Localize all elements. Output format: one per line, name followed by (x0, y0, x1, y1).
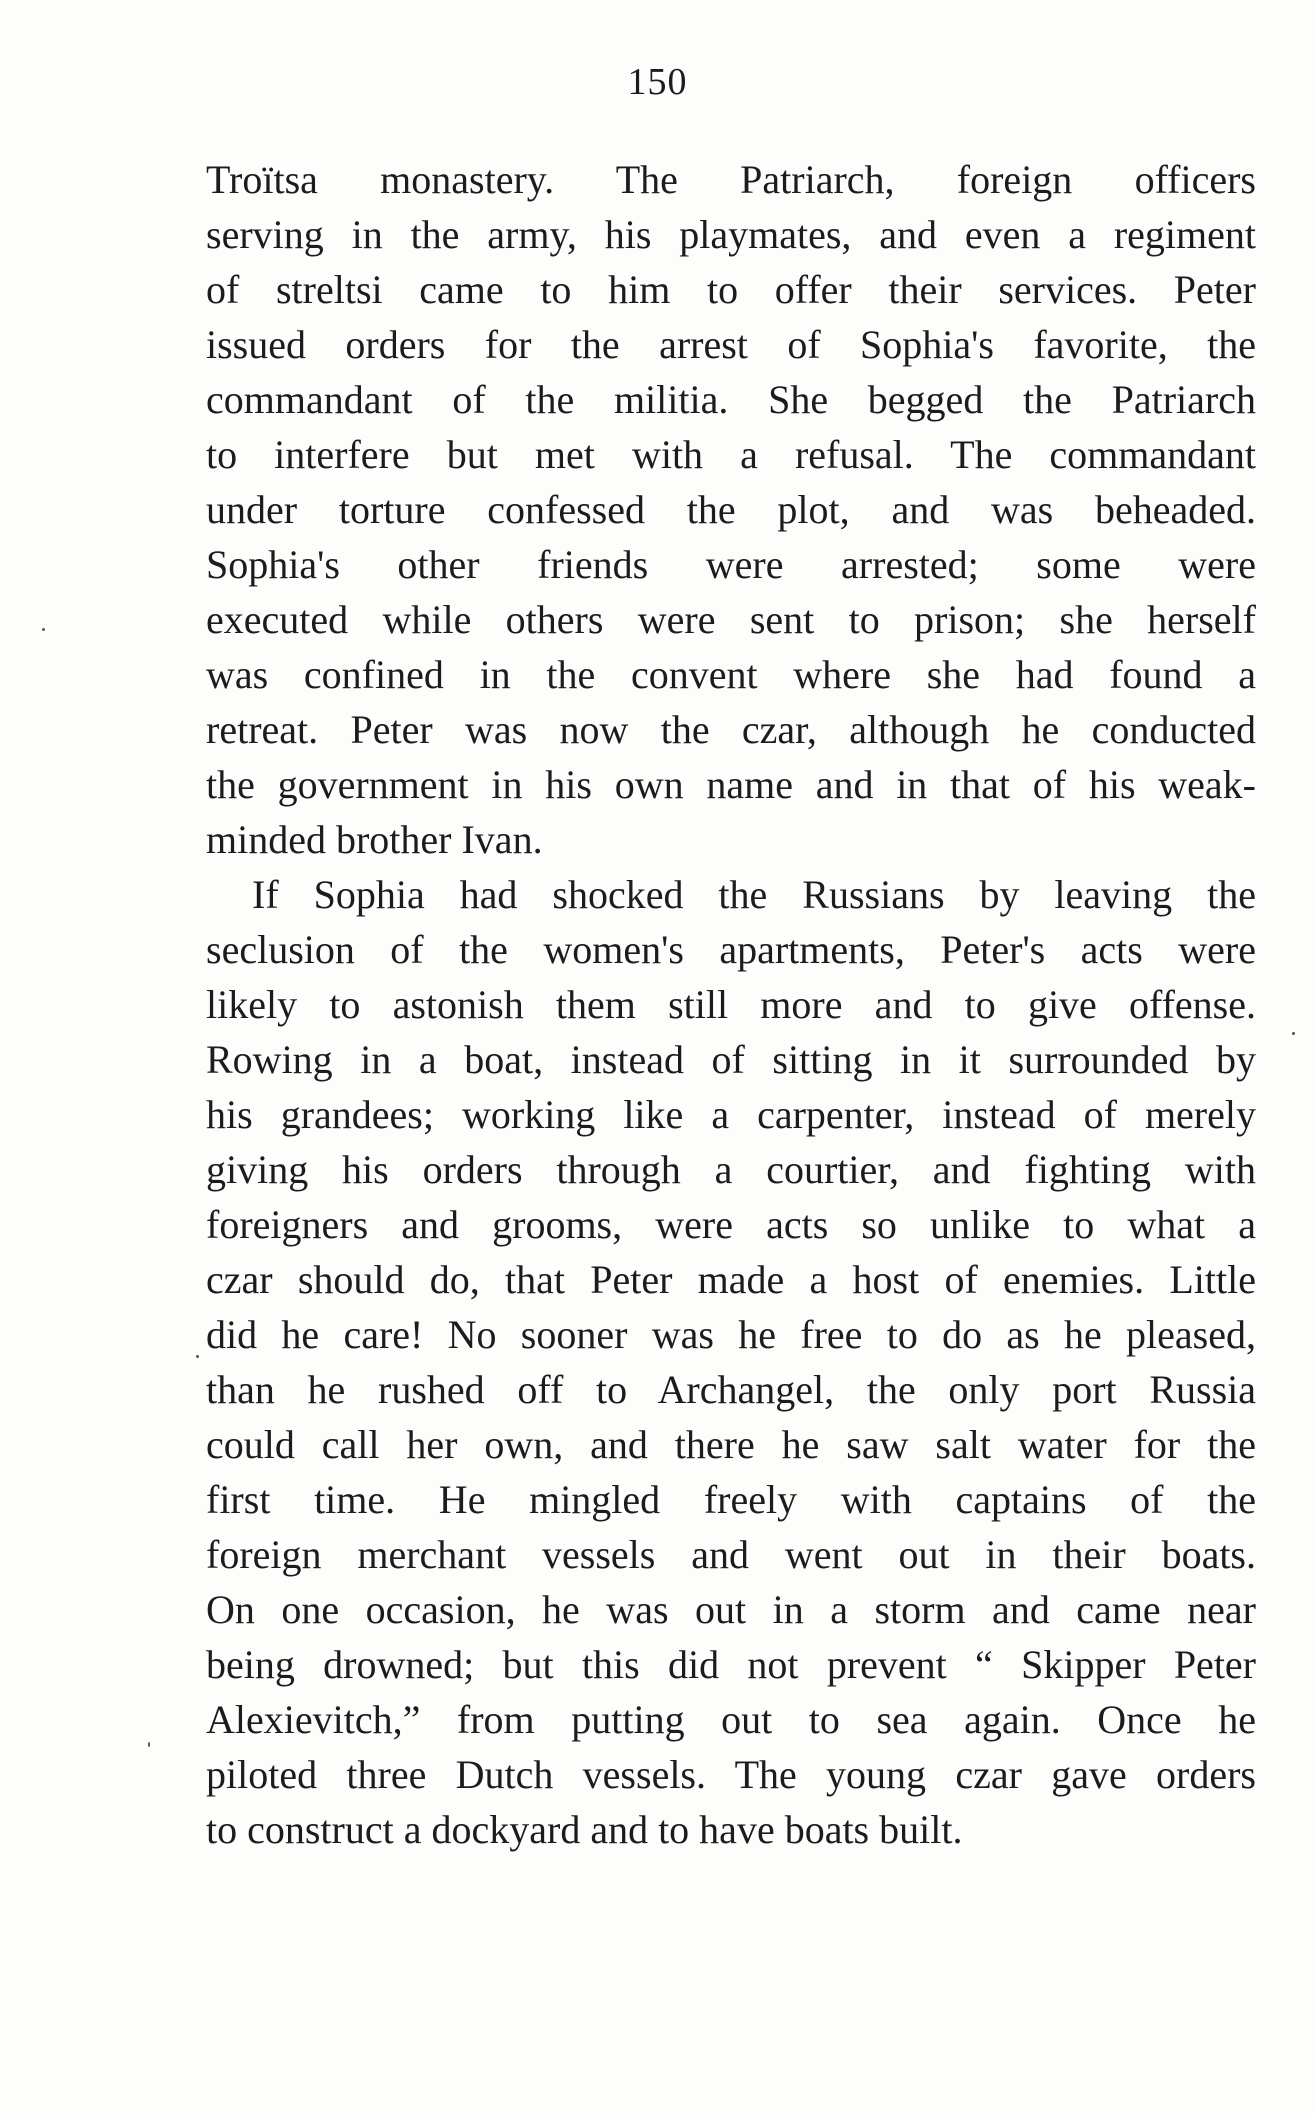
text-line: than he rushed off to Archangel, the only port Russia (206, 1367, 1256, 1412)
text-line: of streltsi came to him to offer their services. Peter (206, 267, 1256, 312)
text-line: likely to astonish them still more and to give offense. (206, 982, 1256, 1027)
text-line: under torture confessed the plot, and was beheaded. (206, 487, 1256, 532)
text-line: foreigners and grooms, were acts so unlike to what a (206, 1202, 1256, 1247)
text-line: On one occasion, he was out in a storm and came near (206, 1587, 1256, 1632)
text-line: Sophia's other friends were arrested; some were (206, 542, 1256, 587)
text-line: was confined in the convent where she had found a (206, 652, 1256, 697)
text-line: to construct a dockyard and to have boats built. (206, 1807, 963, 1852)
text-line: piloted three Dutch vessels. The young czar gave orders (206, 1752, 1256, 1797)
text-line: serving in the army, his playmates, and even a regiment (206, 212, 1256, 257)
text-line: Troïtsa monastery. The Patriarch, foreign officers (206, 157, 1256, 202)
page-number: 150 (627, 61, 688, 103)
paragraph (206, 152, 1256, 867)
scan-speck (148, 1742, 150, 1747)
text-line: minded brother Ivan. (206, 817, 543, 862)
text-line: did he care! No sooner was he free to do as he pleased, (206, 1312, 1256, 1357)
body-text (206, 152, 1256, 1857)
paragraph (206, 867, 1256, 1857)
text-line: seclusion of the women's apartments, Peter's acts were (206, 927, 1256, 972)
text-line: being drowned; but this did not prevent “ Skipper Peter (206, 1642, 1256, 1687)
text-line: Alexievitch,” from putting out to sea again. Once he (206, 1697, 1256, 1742)
text-line: retreat. Peter was now the czar, although he conducted (206, 707, 1256, 752)
text-line: If Sophia had shocked the Russians by leaving the (252, 872, 1256, 917)
text-line: foreign merchant vessels and went out in their boats. (206, 1532, 1256, 1577)
text-line: giving his orders through a courtier, and fighting with (206, 1147, 1256, 1192)
text-line: issued orders for the arrest of Sophia's favorite, the (206, 322, 1256, 367)
text-line: the government in his own name and in that of his weak- (206, 762, 1256, 807)
text-line: Rowing in a boat, instead of sitting in it surrounded by (206, 1037, 1256, 1082)
text-line: first time. He mingled freely with captains of the (206, 1477, 1256, 1522)
text-line: executed while others were sent to prison; she herself (206, 597, 1256, 642)
text-line: could call her own, and there he saw salt water for the (206, 1422, 1256, 1467)
scan-speck (196, 1355, 199, 1358)
text-line: czar should do, that Peter made a host of enemies. Little (206, 1257, 1256, 1302)
text-line: commandant of the militia. She begged the Patriarch (206, 377, 1256, 422)
scan-speck (42, 628, 45, 631)
scan-speck (1292, 1032, 1295, 1035)
text-line: his grandees; working like a carpenter, instead of merely (206, 1092, 1256, 1137)
text-line: to interfere but met with a refusal. The commandant (206, 432, 1256, 477)
